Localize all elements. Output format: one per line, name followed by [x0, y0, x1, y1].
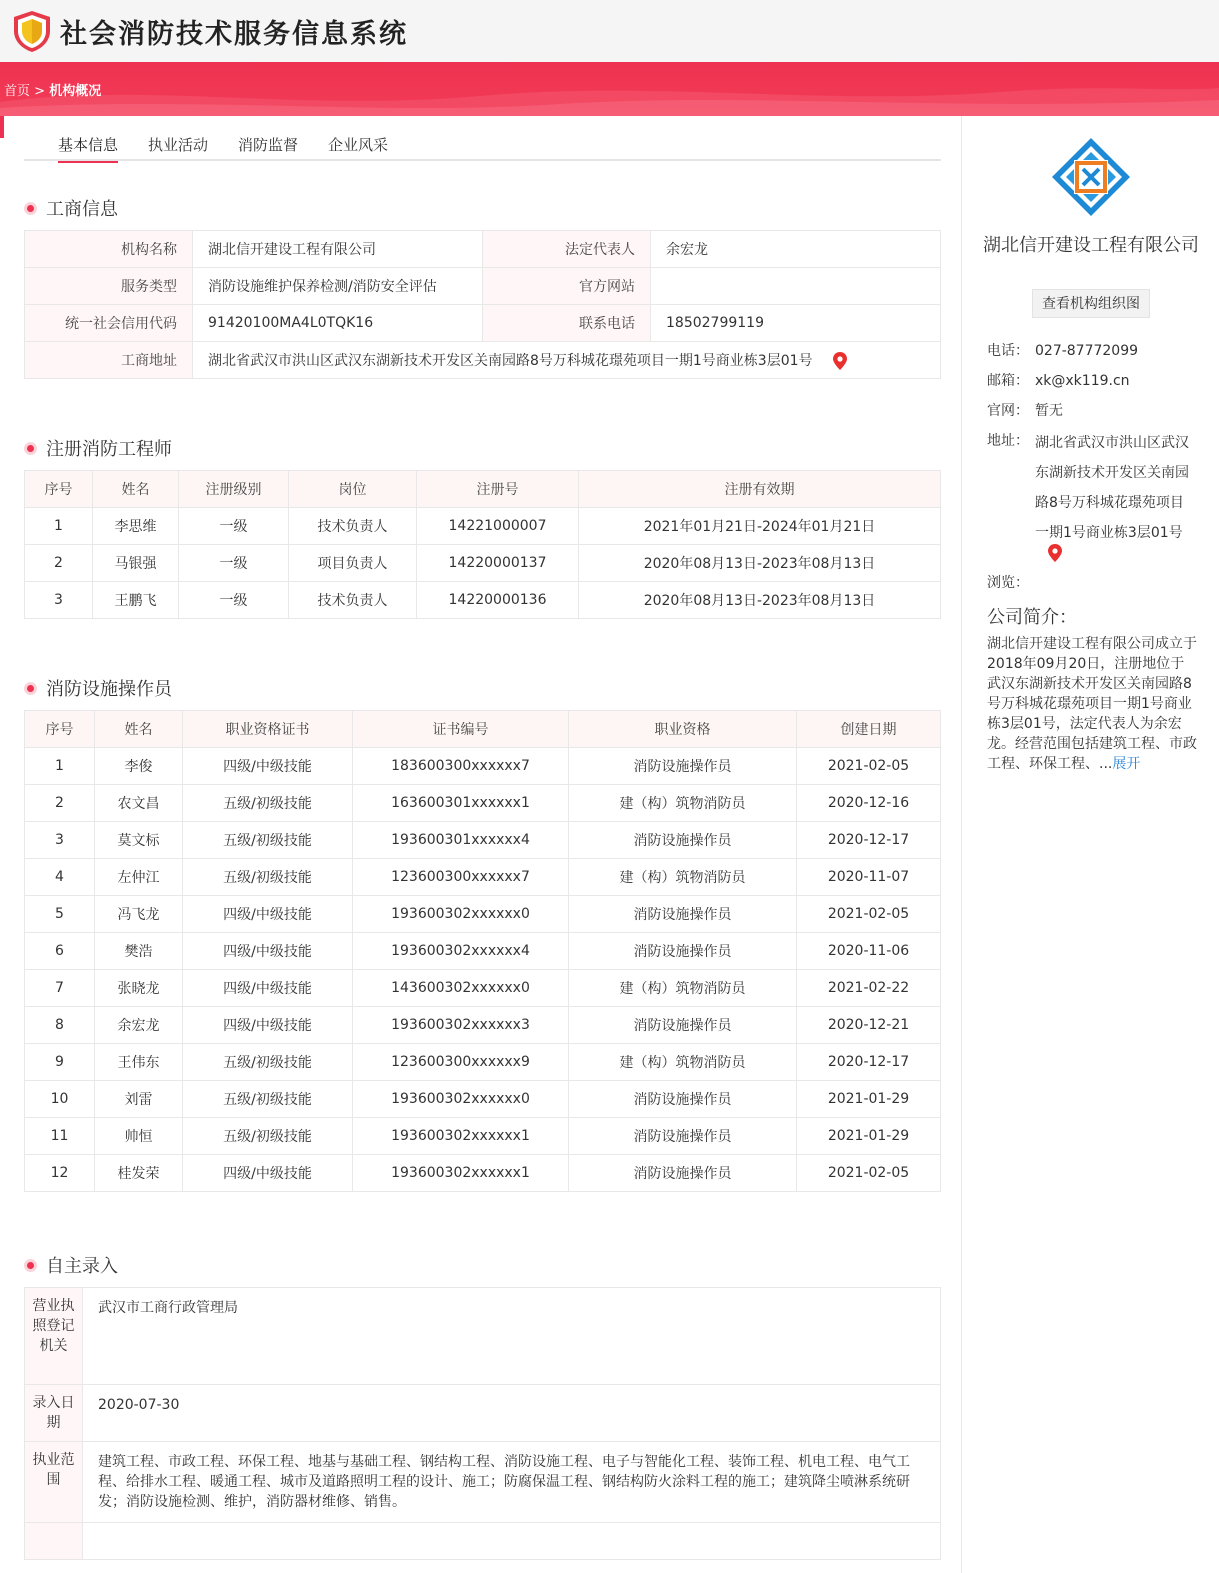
table-row [25, 1118, 941, 1155]
table-row [25, 305, 941, 342]
breadcrumb-home-link[interactable]: 首页 [4, 84, 31, 99]
shield-logo-icon [10, 9, 54, 53]
table-cell: 143600302xxxxxx0 [353, 970, 569, 1007]
table-cell: 2020年08月13日-2023年08月13日 [579, 545, 941, 582]
engineers-table [24, 470, 941, 619]
table-cell: 五级/初级技能 [183, 1081, 353, 1118]
column-header: 创建日期 [797, 711, 941, 748]
table-cell: 技术负责人 [289, 508, 417, 545]
empty-cell [83, 1523, 941, 1560]
table-cell: 1 [25, 748, 95, 785]
column-header: 职业资格 [569, 711, 797, 748]
table-cell: 2021-02-05 [797, 748, 941, 785]
company-intro: 湖北信开建设工程有限公司成立于2018年09月20日，注册地位于武汉东湖新技术开发区关南园路8号万科城花璟苑项目一期1号商业栋3层01号，法定代表人为余宏龙。经营范围包括建筑工程、市政工程、环保工程、...展开 [987, 636, 1197, 772]
table-cell: 2021-01-29 [797, 1118, 941, 1155]
operators-table [24, 710, 941, 1192]
address-label: 工商地址 [25, 342, 193, 379]
expand-link[interactable]: 展开 [1112, 756, 1141, 772]
table-cell: 四级/中级技能 [183, 933, 353, 970]
contact-address-label: 地址： [987, 433, 1029, 449]
bullet-dot-icon [24, 202, 37, 215]
table-cell: 6 [25, 933, 95, 970]
breadcrumb-current: 机构概况 [49, 84, 102, 99]
tab-basic-info[interactable]: 基本信息 [58, 116, 118, 161]
engineers-section [24, 435, 941, 619]
table-cell: 193600302xxxxxx0 [353, 1081, 569, 1118]
empty-label-cell [25, 1523, 83, 1560]
table-cell: 123600300xxxxxx7 [353, 859, 569, 896]
table-cell: 五级/初级技能 [183, 1044, 353, 1081]
table-cell: 4 [25, 859, 95, 896]
section-title: 自主录入 [24, 1252, 941, 1278]
table-cell: 2021-02-05 [797, 896, 941, 933]
scope-label: 执业范围 [25, 1442, 83, 1523]
self-entry-section [24, 1252, 941, 1560]
table-cell: 183600300xxxxxx7 [353, 748, 569, 785]
table-cell: 3 [25, 582, 93, 619]
bullet-dot-icon [24, 682, 37, 695]
table-cell: 193600301xxxxxx4 [353, 822, 569, 859]
table-cell: 5 [25, 896, 95, 933]
table-cell: 14220000136 [417, 582, 579, 619]
breadcrumb [4, 80, 101, 99]
table-row [25, 1044, 941, 1081]
column-header: 注册有效期 [579, 471, 941, 508]
table-cell: 2020-12-16 [797, 785, 941, 822]
company-name: 湖北信开建设工程有限公司 [983, 235, 1199, 256]
table-cell: 余宏龙 [95, 1007, 183, 1044]
breadcrumb-separator: > [34, 84, 46, 99]
reg-authority: 武汉市工商行政管理局 [83, 1288, 941, 1385]
table-cell: 193600302xxxxxx3 [353, 1007, 569, 1044]
column-header: 注册号 [417, 471, 579, 508]
service-type: 消防设施维护保养检测/消防安全评估 [193, 268, 483, 305]
section-title: 注册消防工程师 [24, 435, 941, 461]
table-row [25, 1442, 941, 1523]
table-header-row [25, 711, 941, 748]
table-cell: 刘雷 [95, 1081, 183, 1118]
table-cell: 建（构）筑物消防员 [569, 1044, 797, 1081]
table-cell: 一级 [179, 545, 289, 582]
column-header: 岗位 [289, 471, 417, 508]
email-link[interactable]: xk@xk119.cn [1035, 373, 1130, 389]
table-cell: 消防设施操作员 [569, 933, 797, 970]
table-cell: 193600302xxxxxx0 [353, 896, 569, 933]
business-info-table [24, 230, 941, 379]
scope: 建筑工程、市政工程、环保工程、地基与基础工程、钢结构工程、消防设施工程、电子与智能化工程、装饰工程、机电工程、电气工程、给排水工程、暖通工程、城市及道路照明工程的设计、施工；防腐保温工程、钢结构防火涂料工程的施工；建筑降尘喷淋系统研发；消防设施检测、维护，消防器材维修、销售。 [83, 1442, 941, 1523]
table-cell: 8 [25, 1007, 95, 1044]
company-logo-icon [1050, 136, 1132, 218]
table-row [25, 859, 941, 896]
table-cell: 14221000007 [417, 508, 579, 545]
table-row [25, 268, 941, 305]
table-cell: 消防设施操作员 [569, 822, 797, 859]
table-row [25, 896, 941, 933]
map-pin-icon[interactable] [833, 352, 847, 370]
table-row [25, 545, 941, 582]
table-cell: 四级/中级技能 [183, 896, 353, 933]
table-row [25, 508, 941, 545]
main-content [24, 116, 941, 1560]
table-cell: 一级 [179, 582, 289, 619]
section-title: 消防设施操作员 [24, 675, 941, 701]
table-cell: 五级/初级技能 [183, 1118, 353, 1155]
table-cell: 193600302xxxxxx1 [353, 1155, 569, 1192]
tab-practice-activity[interactable]: 执业活动 [148, 136, 209, 154]
contact-phone: 电话： 027-87772099 [987, 343, 1139, 359]
banner-wave-decoration [0, 62, 1219, 116]
name-label: 机构名称 [25, 231, 193, 268]
phone-label: 联系电话 [483, 305, 651, 342]
table-row [25, 1081, 941, 1118]
table-cell: 2020-11-06 [797, 933, 941, 970]
table-cell: 2 [25, 545, 93, 582]
website-label: 官方网站 [483, 268, 651, 305]
org-name: 湖北信开建设工程有限公司 [193, 231, 483, 268]
service-type-label: 服务类型 [25, 268, 193, 305]
table-cell: 11 [25, 1118, 95, 1155]
column-header: 注册级别 [179, 471, 289, 508]
entry-date-label: 录入日期 [25, 1385, 83, 1442]
left-edge-accent [0, 116, 4, 138]
column-header: 证书编号 [353, 711, 569, 748]
table-row [25, 1288, 941, 1385]
table-cell: 五级/初级技能 [183, 859, 353, 896]
table-cell: 2021-02-22 [797, 970, 941, 1007]
table-cell: 2021-01-29 [797, 1081, 941, 1118]
credit-code: 91420100MA4L0TQK16 [193, 305, 483, 342]
self-entry-table [24, 1287, 941, 1560]
table-cell: 农文昌 [95, 785, 183, 822]
column-header: 姓名 [95, 711, 183, 748]
table-cell: 帅恒 [95, 1118, 183, 1155]
table-cell: 9 [25, 1044, 95, 1081]
table-cell: 冯飞龙 [95, 896, 183, 933]
table-cell: 项目负责人 [289, 545, 417, 582]
table-cell: 7 [25, 970, 95, 1007]
contact-email: 邮箱： xk@xk119.cn [987, 373, 1130, 389]
table-row [25, 933, 941, 970]
operators-section [24, 675, 941, 1192]
tab-enterprise-style[interactable]: 企业风采 [328, 136, 389, 154]
breadcrumb-bar [0, 62, 1219, 116]
app-header [0, 0, 1219, 62]
table-header-row [25, 471, 941, 508]
table-cell: 樊浩 [95, 933, 183, 970]
table-row [25, 1385, 941, 1442]
table-cell: 王鹏飞 [93, 582, 179, 619]
column-header: 姓名 [93, 471, 179, 508]
table-cell: 123600300xxxxxx9 [353, 1044, 569, 1081]
table-row [25, 342, 941, 379]
table-cell: 2 [25, 785, 95, 822]
table-cell: 五级/初级技能 [183, 822, 353, 859]
table-cell: 技术负责人 [289, 582, 417, 619]
business-info-section [24, 195, 941, 379]
entry-date: 2020-07-30 [83, 1385, 941, 1442]
table-row [25, 970, 941, 1007]
table-cell: 163600301xxxxxx1 [353, 785, 569, 822]
table-cell: 2020-12-17 [797, 1044, 941, 1081]
column-header: 序号 [25, 471, 93, 508]
table-cell: 12 [25, 1155, 95, 1192]
table-cell: 2020-12-17 [797, 822, 941, 859]
section-title: 工商信息 [24, 195, 941, 221]
column-header: 职业资格证书 [183, 711, 353, 748]
bullet-dot-icon [24, 1259, 37, 1272]
reg-authority-label: 营业执照登记机关 [25, 1288, 83, 1385]
table-cell: 10 [25, 1081, 95, 1118]
bullet-dot-icon [24, 442, 37, 455]
table-cell: 消防设施操作员 [569, 1118, 797, 1155]
tab-bar [24, 116, 941, 161]
table-cell: 2020年08月13日-2023年08月13日 [579, 582, 941, 619]
table-cell: 四级/中级技能 [183, 1155, 353, 1192]
table-cell: 四级/中级技能 [183, 748, 353, 785]
table-cell: 14220000137 [417, 545, 579, 582]
table-cell: 2021-02-05 [797, 1155, 941, 1192]
tab-fire-supervision[interactable]: 消防监督 [238, 136, 299, 154]
table-cell: 左仲江 [95, 859, 183, 896]
credit-code-label: 统一社会信用代码 [25, 305, 193, 342]
table-cell: 2021年01月21日-2024年01月21日 [579, 508, 941, 545]
legal-rep: 余宏龙 [651, 231, 941, 268]
table-cell: 张晓龙 [95, 970, 183, 1007]
table-row [25, 1523, 941, 1560]
legal-rep-label: 法定代表人 [483, 231, 651, 268]
table-cell: 2020-12-21 [797, 1007, 941, 1044]
table-row [25, 231, 941, 268]
contact-address: 湖北省武汉市洪山区武汉东湖新技术开发区关南园路8号万科城花璟苑项目一期1号商业栋3层01号 [1035, 435, 1189, 541]
table-cell: 消防设施操作员 [569, 1155, 797, 1192]
table-cell: 消防设施操作员 [569, 748, 797, 785]
table-cell: 消防设施操作员 [569, 1007, 797, 1044]
table-cell: 莫文标 [95, 822, 183, 859]
table-cell: 3 [25, 822, 95, 859]
site-title: 社会消防技术服务信息系统 [60, 18, 408, 50]
view-org-chart-button[interactable]: 查看机构组织图 [1032, 289, 1150, 318]
table-cell: 五级/初级技能 [183, 785, 353, 822]
table-cell: 193600302xxxxxx1 [353, 1118, 569, 1155]
view-count: 浏览： [987, 575, 1029, 591]
table-cell: 消防设施操作员 [569, 896, 797, 933]
table-row [25, 1007, 941, 1044]
table-cell: 李俊 [95, 748, 183, 785]
table-cell: 2020-11-07 [797, 859, 941, 896]
table-row [25, 822, 941, 859]
table-cell: 四级/中级技能 [183, 970, 353, 1007]
intro-title: 公司简介： [987, 607, 1077, 628]
table-cell: 马银强 [93, 545, 179, 582]
table-row [25, 748, 941, 785]
table-cell: 消防设施操作员 [569, 1081, 797, 1118]
table-cell: 建（构）筑物消防员 [569, 785, 797, 822]
table-cell: 一级 [179, 508, 289, 545]
map-pin-icon[interactable] [1048, 544, 1062, 562]
table-cell: 李思维 [93, 508, 179, 545]
table-cell: 王伟东 [95, 1044, 183, 1081]
phone: 18502799119 [651, 305, 941, 342]
table-cell: 建（构）筑物消防员 [569, 859, 797, 896]
contact-website: 官网： 暂无 [987, 403, 1063, 419]
table-row [25, 1155, 941, 1192]
table-cell: 193600302xxxxxx4 [353, 933, 569, 970]
address-cell [193, 342, 941, 379]
table-row [25, 582, 941, 619]
column-header: 序号 [25, 711, 95, 748]
table-cell: 建（构）筑物消防员 [569, 970, 797, 1007]
table-cell: 1 [25, 508, 93, 545]
table-cell: 桂发荣 [95, 1155, 183, 1192]
table-row [25, 785, 941, 822]
sidebar [961, 116, 1219, 1573]
table-cell: 四级/中级技能 [183, 1007, 353, 1044]
website [651, 268, 941, 305]
address: 湖北省武汉市洪山区武汉东湖新技术开发区关南园路8号万科城花璟苑项目一期1号商业栋3层01号 [208, 353, 813, 369]
